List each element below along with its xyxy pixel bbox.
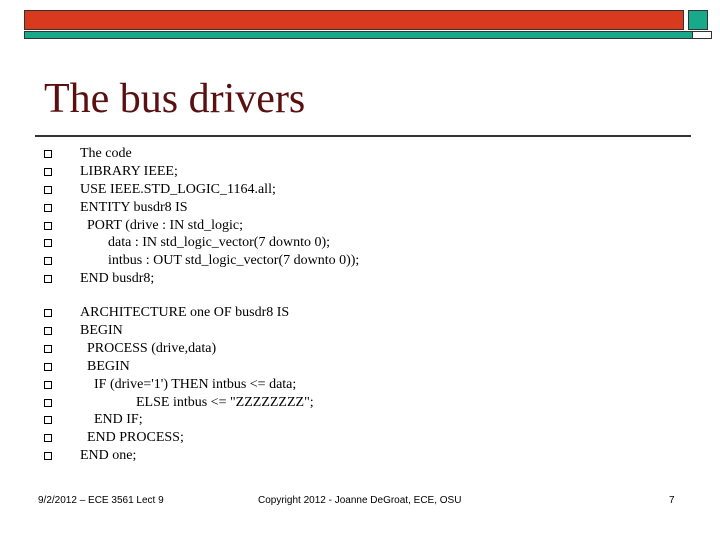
square-bullet-icon	[44, 168, 52, 176]
header-accent-square-white	[692, 31, 712, 39]
title-divider	[35, 135, 691, 137]
code-line: BEGIN	[44, 322, 684, 340]
code-line: ARCHITECTURE one OF busdr8 IS	[44, 304, 684, 322]
footer-copyright: Copyright 2012 - Joanne DeGroat, ECE, OSU	[258, 495, 462, 506]
square-bullet-icon	[44, 363, 52, 371]
square-bullet-icon	[44, 399, 52, 407]
code-line: END PROCESS;	[44, 429, 684, 447]
code-line: PROCESS (drive,data)	[44, 340, 684, 358]
square-bullet-icon	[44, 150, 52, 158]
footer-date-course: 9/2/2012 – ECE 3561 Lect 9	[38, 495, 164, 506]
square-bullet-icon	[44, 204, 52, 212]
square-bullet-icon	[44, 452, 52, 460]
square-bullet-icon	[44, 186, 52, 194]
code-line: USE IEEE.STD_LOGIC_1164.all;	[44, 181, 684, 199]
code-line: LIBRARY IEEE;	[44, 163, 684, 181]
code-line: END one;	[44, 447, 684, 465]
code-line: BEGIN	[44, 358, 684, 376]
square-bullet-icon	[44, 345, 52, 353]
header-accent-square-teal	[688, 10, 708, 30]
square-bullet-icon	[44, 327, 52, 335]
slide-title: The bus drivers	[44, 76, 306, 122]
square-bullet-icon	[44, 381, 52, 389]
header-accent-bar-teal	[24, 31, 712, 39]
code-line: The code	[44, 145, 684, 163]
code-line: IF (drive='1') THEN intbus <= data;	[44, 376, 684, 394]
square-bullet-icon	[44, 222, 52, 230]
square-bullet-icon	[44, 416, 52, 424]
code-line: data : IN std_logic_vector(7 downto 0);	[44, 234, 684, 252]
code-line: intbus : OUT std_logic_vector(7 downto 0));	[44, 252, 684, 270]
footer-page-number: 7	[669, 495, 675, 506]
square-bullet-icon	[44, 434, 52, 442]
header-accent-bar-red	[24, 10, 684, 30]
square-bullet-icon	[44, 239, 52, 247]
square-bullet-icon	[44, 257, 52, 265]
code-line: ENTITY busdr8 IS	[44, 199, 684, 217]
code-line: ELSE intbus <= "ZZZZZZZZ";	[44, 394, 684, 412]
code-line: PORT (drive : IN std_logic;	[44, 217, 684, 235]
code-line: END IF;	[44, 411, 684, 429]
square-bullet-icon	[44, 275, 52, 283]
square-bullet-icon	[44, 309, 52, 317]
code-listing	[44, 145, 684, 465]
code-line: END busdr8;	[44, 270, 684, 288]
